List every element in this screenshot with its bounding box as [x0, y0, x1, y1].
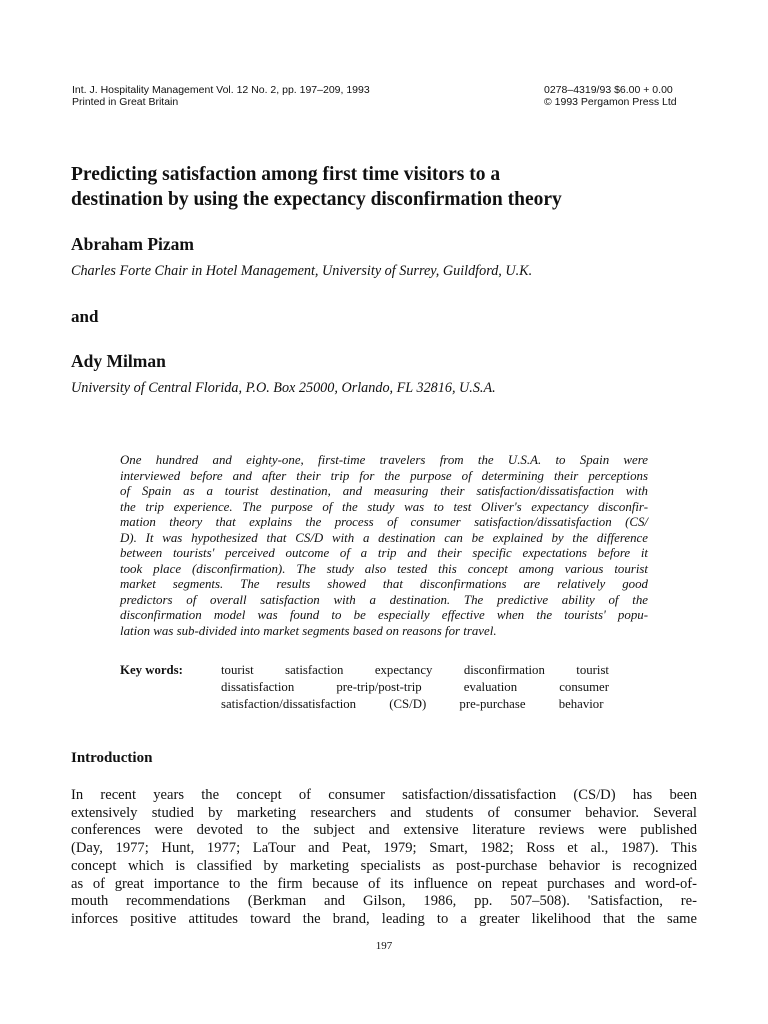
author-affiliation-2: University of Central Florida, P.O. Box 25000, Orlando, FL 32816, U.S.A.: [71, 380, 496, 396]
abstract-line: interviewed before and after their trip for the purpose of determining their perceptions: [120, 468, 648, 483]
body-line: mouth recommendations (Berkman and Gilson, 1986, pp. 507–508). 'Satisfaction, re-: [71, 893, 697, 910]
abstract-line: the trip experience. The purpose of the study was to test Oliver's expectancy disconfir-: [120, 499, 648, 514]
body-line: as of great importance to the firm because of its influence on repeat purchases and word-of-: [71, 875, 697, 892]
keywords-line: satisfaction/dissatisfaction (CS/D) pre-purchase behavior: [221, 697, 604, 711]
abstract-line: disconfirmation model was found to be especially effective when the tourists' popu-: [120, 608, 648, 622]
title-line: Predicting satisfaction among first time visitors to a: [71, 164, 501, 185]
author-affiliation-1: Charles Forte Chair in Hotel Management, University of Surrey, Guildford, U.K.: [71, 263, 533, 279]
body-line: (Day, 1977; Hunt, 1977; LaTour and Peat, 1979; Smart, 1982; Ross et al., 1987). This: [71, 840, 697, 857]
abstract-line: market segments. The results showed that disconfirmations are relatively good: [120, 577, 648, 591]
abstract-line: of Spain as a tourist destination, and measuring their satisfaction/dissatisfaction with: [120, 484, 648, 498]
abstract-line: predictors of overall satisfaction with a destination. The predictive ability of the: [120, 592, 648, 607]
article-title: [71, 162, 711, 212]
body-line: In recent years the concept of consumer satisfaction/dissatisfaction (CS/D) has been: [71, 787, 697, 803]
author-conjunction: and: [71, 307, 99, 326]
abstract-line: mation theory that explains the process of consumer satisfaction/dissatisfaction (CS/: [120, 515, 648, 529]
issn-price-line: 0278–4319/93 $6.00 + 0.00: [544, 84, 673, 96]
journal-citation: [72, 84, 370, 108]
keywords-line: tourist satisfaction expectancy disconfirmation tourist: [221, 663, 609, 677]
abstract-line: One hundred and eighty-one, first-time travelers from the U.S.A. to Spain were: [120, 453, 648, 467]
abstract-line: D). It was hypothesized that CS/D with a destination can be explained by the difference: [120, 530, 648, 545]
body-line: inforces positive attitudes toward the brand, leading to a greater likelihood that the same: [71, 910, 697, 927]
citation-line: Int. J. Hospitality Management Vol. 12 No. 2, pp. 197–209, 1993: [72, 84, 370, 96]
author-name-1: Abraham Pizam: [71, 234, 194, 254]
keywords-line: dissatisfaction pre-trip/post-trip evaluation consumer: [221, 680, 609, 694]
page-number: 197: [375, 940, 393, 952]
abstract-line: took place (disconfirmation). The study also tested this concept among various tourist: [120, 561, 648, 576]
body-text: [71, 787, 697, 929]
title-line: destination by using the expectancy disconfirmation theory: [71, 189, 562, 210]
abstract: [120, 453, 648, 639]
body-line: conferences were devoted to the subject and extensive literature reviews were published: [71, 822, 697, 839]
body-line: extensively studied by marketing researchers and students of consumer behavior. Several: [71, 804, 697, 821]
abstract-line: lation was sub-divided into market segments based on reasons for travel.: [120, 623, 497, 638]
keywords-list: [221, 662, 609, 713]
section-heading-introduction: Introduction: [71, 750, 153, 766]
printed-in-line: Printed in Great Britain: [72, 96, 179, 108]
author-name-2: Ady Milman: [71, 351, 166, 371]
body-line: concept which is classified by marketing specialists as post-purchase behavior is recognized: [71, 857, 697, 874]
issn-copyright: [544, 84, 677, 108]
abstract-line: between tourists' perceived outcome of a trip and their specific expectations before it: [120, 546, 648, 560]
copyright-line: © 1993 Pergamon Press Ltd: [544, 96, 677, 108]
keywords-label: Key words:: [120, 663, 183, 677]
